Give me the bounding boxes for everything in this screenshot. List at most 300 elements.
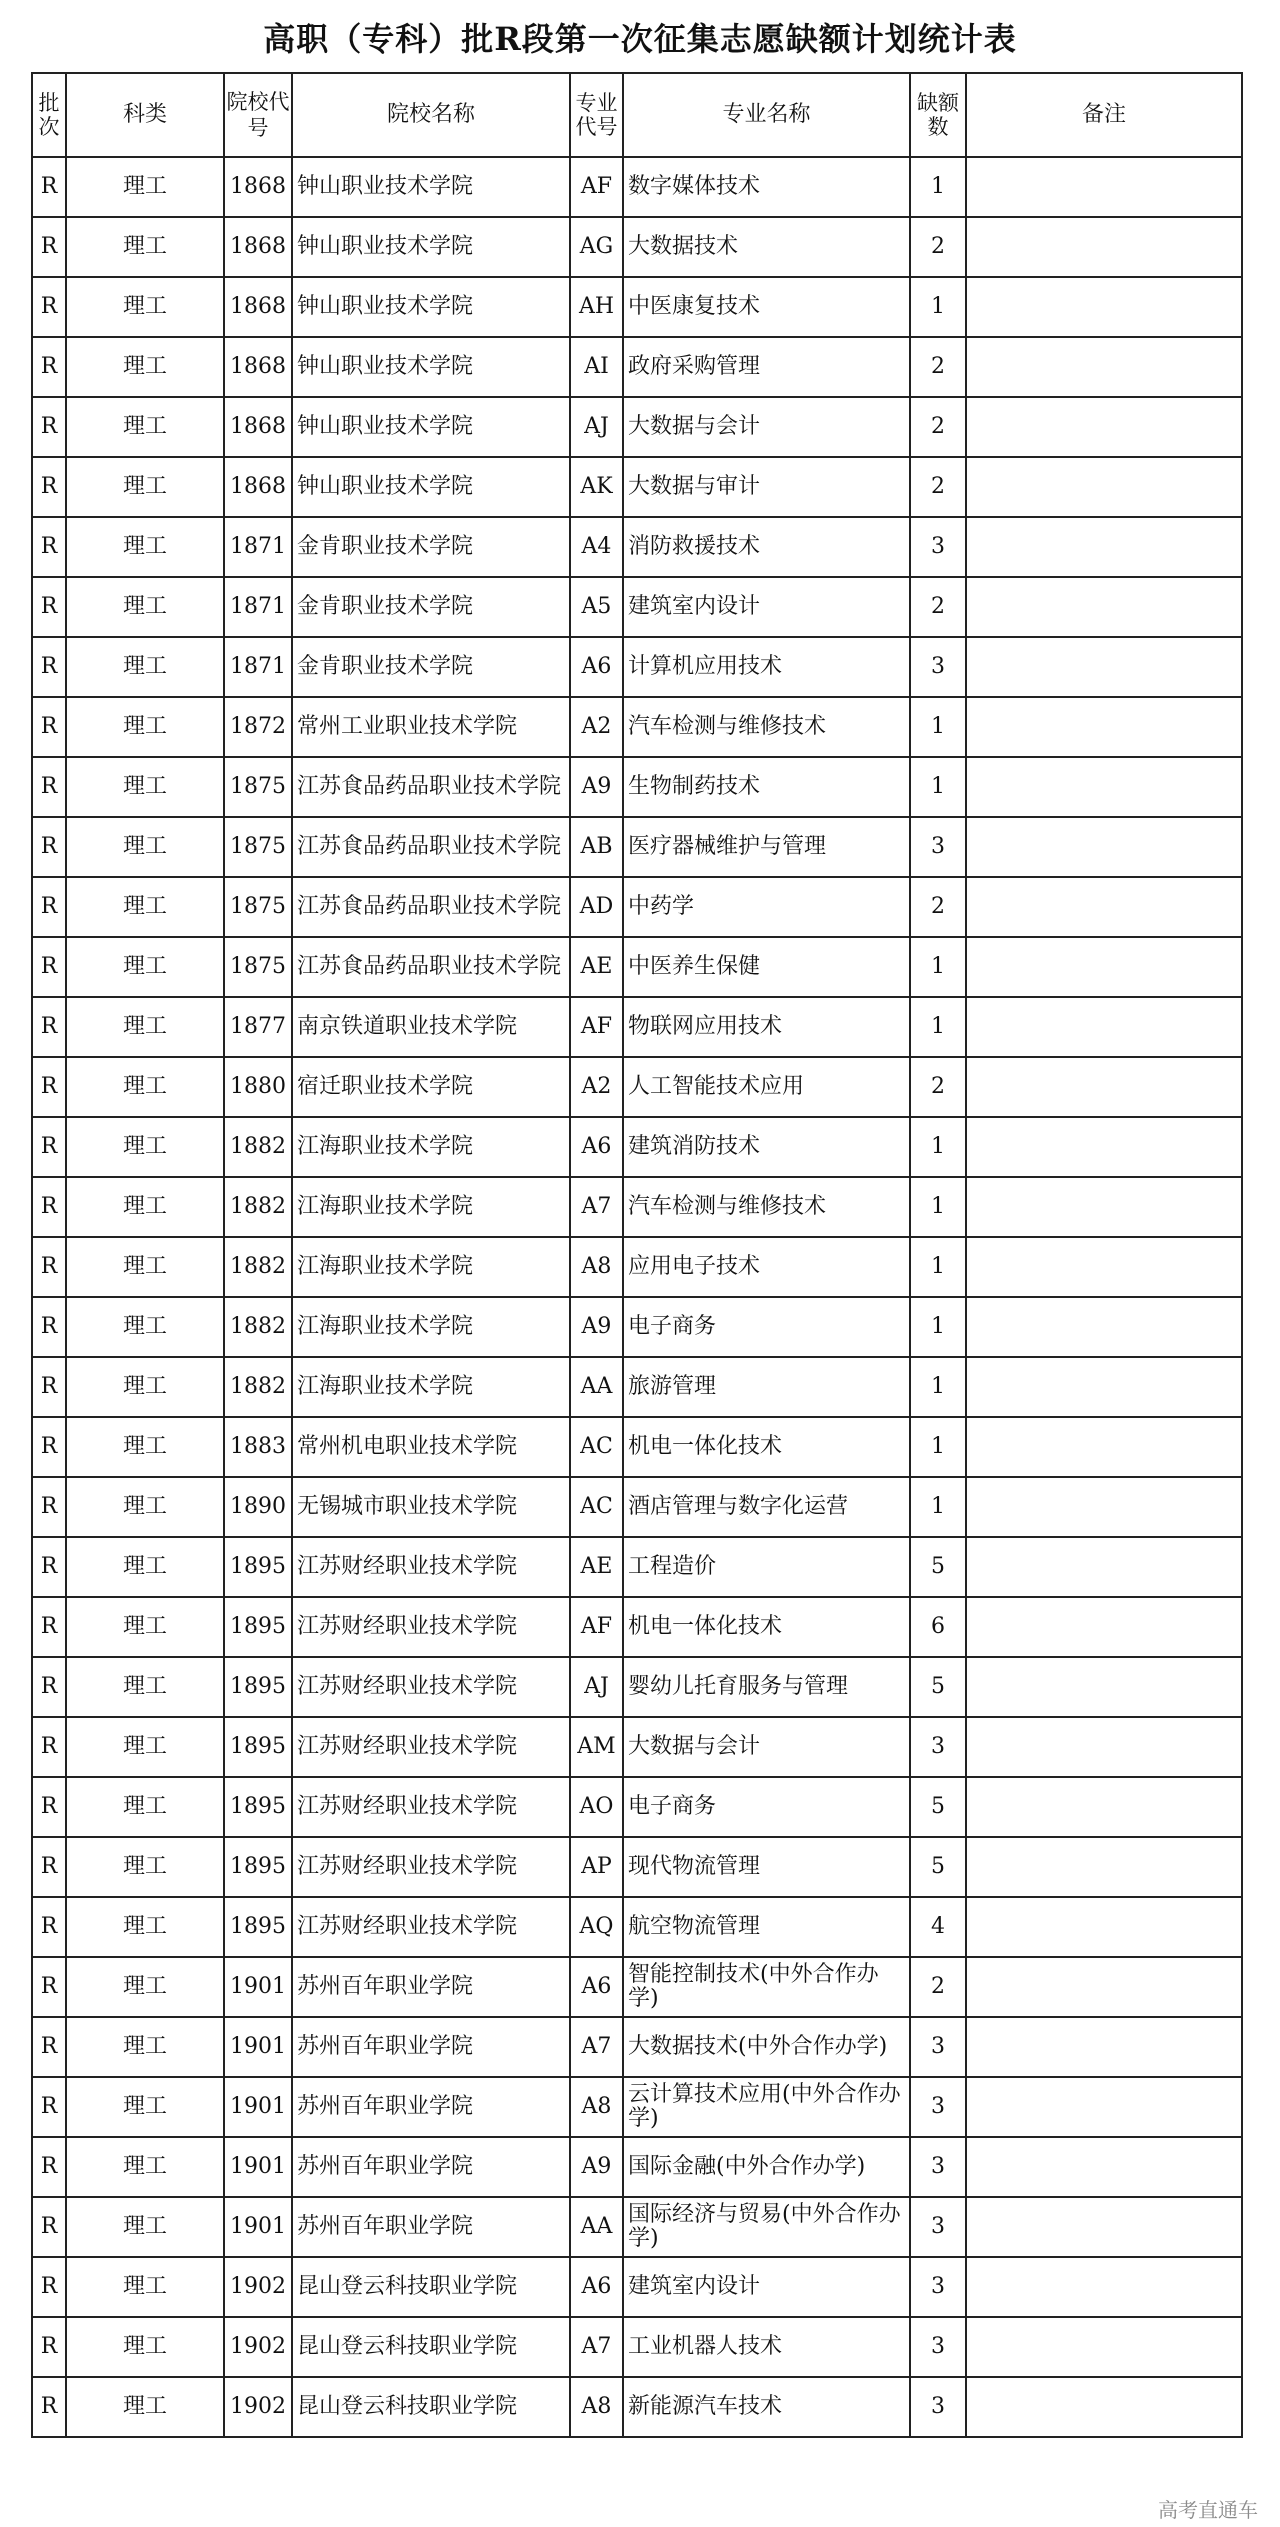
cell-category: 理工: [66, 217, 224, 277]
cell-batch: R: [32, 2197, 66, 2257]
cell-category: 理工: [66, 457, 224, 517]
cell-vacancy: 1: [910, 1297, 966, 1357]
cell-school-name: 南京铁道职业技术学院: [292, 997, 570, 1057]
cell-vacancy: 3: [910, 2077, 966, 2137]
cell-batch: R: [32, 1897, 66, 1957]
table-row: [32, 1837, 1242, 1897]
cell-vacancy: 2: [910, 1957, 966, 2017]
table-row: [32, 1117, 1242, 1177]
table-row: [32, 217, 1242, 277]
cell-major-code: AJ: [570, 1657, 623, 1717]
cell-remark: [966, 577, 1242, 637]
cell-school-code: 1895: [224, 1597, 292, 1657]
cell-remark: [966, 1597, 1242, 1657]
cell-school-code: 1868: [224, 277, 292, 337]
cell-batch: R: [32, 517, 66, 577]
table-row: [32, 2257, 1242, 2317]
cell-major-name: 婴幼儿托育服务与管理: [623, 1657, 910, 1717]
cell-major-name: 大数据技术: [623, 217, 910, 277]
cell-major-code: AF: [570, 1597, 623, 1657]
cell-school-name: 江海职业技术学院: [292, 1297, 570, 1357]
cell-school-code: 1895: [224, 1777, 292, 1837]
table-row: [32, 1237, 1242, 1297]
cell-category: 理工: [66, 1417, 224, 1477]
cell-major-name: 中药学: [623, 877, 910, 937]
cell-remark: [966, 157, 1242, 217]
cell-category: 理工: [66, 2317, 224, 2377]
cell-category: 理工: [66, 577, 224, 637]
cell-batch: R: [32, 1477, 66, 1537]
cell-major-code: A7: [570, 2017, 623, 2077]
cell-school-code: 1875: [224, 817, 292, 877]
cell-remark: [966, 817, 1242, 877]
header-school-name: 院校名称: [292, 73, 570, 157]
cell-school-code: 1871: [224, 577, 292, 637]
cell-major-name: 机电一体化技术: [623, 1597, 910, 1657]
table-row: [32, 637, 1242, 697]
cell-vacancy: 1: [910, 1417, 966, 1477]
cell-major-name: 大数据与会计: [623, 1717, 910, 1777]
cell-category: 理工: [66, 277, 224, 337]
cell-major-code: A6: [570, 637, 623, 697]
cell-school-code: 1872: [224, 697, 292, 757]
cell-major-name: 智能控制技术(中外合作办学): [623, 1957, 910, 2017]
cell-remark: [966, 1477, 1242, 1537]
cell-batch: R: [32, 817, 66, 877]
table-row: [32, 817, 1242, 877]
cell-major-code: A4: [570, 517, 623, 577]
cell-category: 理工: [66, 1717, 224, 1777]
cell-school-name: 江苏财经职业技术学院: [292, 1597, 570, 1657]
cell-major-name: 数字媒体技术: [623, 157, 910, 217]
cell-school-code: 1880: [224, 1057, 292, 1117]
cell-major-code: AC: [570, 1477, 623, 1537]
cell-major-code: A9: [570, 757, 623, 817]
cell-school-code: 1868: [224, 457, 292, 517]
cell-major-code: A6: [570, 1957, 623, 2017]
table-row: [32, 1297, 1242, 1357]
cell-remark: [966, 1657, 1242, 1717]
cell-major-code: AJ: [570, 397, 623, 457]
cell-major-name: 医疗器械维护与管理: [623, 817, 910, 877]
cell-school-name: 苏州百年职业学院: [292, 2017, 570, 2077]
cell-category: 理工: [66, 1237, 224, 1297]
table-row: [32, 1597, 1242, 1657]
cell-vacancy: 2: [910, 457, 966, 517]
cell-school-name: 金肯职业技术学院: [292, 517, 570, 577]
cell-vacancy: 1: [910, 1237, 966, 1297]
cell-category: 理工: [66, 2017, 224, 2077]
cell-major-name: 云计算技术应用(中外合作办学): [623, 2077, 910, 2137]
table-row: [32, 1357, 1242, 1417]
cell-batch: R: [32, 277, 66, 337]
table-row: [32, 1417, 1242, 1477]
cell-school-code: 1901: [224, 2017, 292, 2077]
cell-vacancy: 3: [910, 1717, 966, 1777]
table-row: [32, 2077, 1242, 2137]
cell-vacancy: 2: [910, 397, 966, 457]
cell-remark: [966, 2137, 1242, 2197]
cell-category: 理工: [66, 337, 224, 397]
cell-school-name: 常州工业职业技术学院: [292, 697, 570, 757]
cell-school-code: 1890: [224, 1477, 292, 1537]
table-row: [32, 337, 1242, 397]
cell-batch: R: [32, 1237, 66, 1297]
cell-school-name: 苏州百年职业学院: [292, 2197, 570, 2257]
cell-remark: [966, 1297, 1242, 1357]
cell-school-code: 1868: [224, 157, 292, 217]
cell-school-name: 钟山职业技术学院: [292, 157, 570, 217]
cell-major-name: 工程造价: [623, 1537, 910, 1597]
cell-vacancy: 3: [910, 637, 966, 697]
cell-school-name: 江苏财经职业技术学院: [292, 1657, 570, 1717]
cell-category: 理工: [66, 2197, 224, 2257]
table-row: [32, 2197, 1242, 2257]
cell-school-name: 江苏财经职业技术学院: [292, 1777, 570, 1837]
cell-vacancy: 2: [910, 577, 966, 637]
cell-school-name: 江海职业技术学院: [292, 1117, 570, 1177]
cell-vacancy: 3: [910, 817, 966, 877]
cell-school-code: 1875: [224, 757, 292, 817]
cell-category: 理工: [66, 697, 224, 757]
cell-batch: R: [32, 1177, 66, 1237]
cell-major-name: 机电一体化技术: [623, 1417, 910, 1477]
cell-major-name: 中医养生保健: [623, 937, 910, 997]
cell-vacancy: 1: [910, 937, 966, 997]
cell-school-name: 宿迁职业技术学院: [292, 1057, 570, 1117]
cell-vacancy: 2: [910, 877, 966, 937]
cell-school-code: 1882: [224, 1357, 292, 1417]
table-row: [32, 157, 1242, 217]
cell-remark: [966, 337, 1242, 397]
header-batch: 批次: [32, 73, 66, 157]
cell-major-code: AD: [570, 877, 623, 937]
page-title: 高职（专科）批R段第一次征集志愿缺额计划统计表: [263, 20, 1017, 58]
cell-school-name: 江苏食品药品职业技术学院: [292, 877, 570, 937]
cell-school-name: 无锡城市职业技术学院: [292, 1477, 570, 1537]
cell-major-name: 大数据技术(中外合作办学): [623, 2017, 910, 2077]
cell-school-name: 昆山登云科技职业学院: [292, 2377, 570, 2437]
cell-major-code: AH: [570, 277, 623, 337]
cell-major-name: 工业机器人技术: [623, 2317, 910, 2377]
cell-major-name: 旅游管理: [623, 1357, 910, 1417]
cell-school-name: 江苏食品药品职业技术学院: [292, 937, 570, 997]
cell-remark: [966, 637, 1242, 697]
cell-vacancy: 1: [910, 697, 966, 757]
cell-school-name: 江苏食品药品职业技术学院: [292, 817, 570, 877]
cell-category: 理工: [66, 397, 224, 457]
cell-school-name: 江海职业技术学院: [292, 1357, 570, 1417]
cell-school-code: 1895: [224, 1717, 292, 1777]
cell-vacancy: 3: [910, 2257, 966, 2317]
cell-major-name: 建筑室内设计: [623, 2257, 910, 2317]
cell-school-name: 江苏财经职业技术学院: [292, 1897, 570, 1957]
cell-major-name: 建筑消防技术: [623, 1117, 910, 1177]
table-row: [32, 2017, 1242, 2077]
cell-school-code: 1875: [224, 877, 292, 937]
cell-batch: R: [32, 397, 66, 457]
cell-major-code: A8: [570, 2077, 623, 2137]
cell-remark: [966, 517, 1242, 577]
cell-school-name: 钟山职业技术学院: [292, 397, 570, 457]
cell-remark: [966, 1957, 1242, 2017]
cell-major-code: AA: [570, 1357, 623, 1417]
cell-vacancy: 2: [910, 337, 966, 397]
cell-school-code: 1902: [224, 2317, 292, 2377]
cell-school-code: 1871: [224, 517, 292, 577]
cell-school-name: 苏州百年职业学院: [292, 1957, 570, 2017]
cell-major-code: A8: [570, 2377, 623, 2437]
cell-remark: [966, 997, 1242, 1057]
cell-major-code: A7: [570, 1177, 623, 1237]
table-row: [32, 277, 1242, 337]
cell-batch: R: [32, 1717, 66, 1777]
cell-remark: [966, 1717, 1242, 1777]
cell-category: 理工: [66, 2077, 224, 2137]
cell-category: 理工: [66, 877, 224, 937]
cell-major-code: AB: [570, 817, 623, 877]
cell-school-name: 苏州百年职业学院: [292, 2077, 570, 2137]
cell-major-code: A7: [570, 2317, 623, 2377]
cell-school-name: 金肯职业技术学院: [292, 637, 570, 697]
cell-school-name: 苏州百年职业学院: [292, 2137, 570, 2197]
vacancy-table: [31, 72, 1243, 2438]
cell-vacancy: 1: [910, 277, 966, 337]
cell-vacancy: 3: [910, 2017, 966, 2077]
cell-school-name: 钟山职业技术学院: [292, 217, 570, 277]
cell-category: 理工: [66, 157, 224, 217]
cell-major-name: 中医康复技术: [623, 277, 910, 337]
cell-school-code: 1901: [224, 2197, 292, 2257]
cell-category: 理工: [66, 937, 224, 997]
cell-category: 理工: [66, 1057, 224, 1117]
cell-category: 理工: [66, 1777, 224, 1837]
cell-remark: [966, 1837, 1242, 1897]
cell-vacancy: 3: [910, 2317, 966, 2377]
cell-major-name: 国际金融(中外合作办学): [623, 2137, 910, 2197]
cell-batch: R: [32, 1297, 66, 1357]
header-remark: 备注: [966, 73, 1242, 157]
cell-school-code: 1882: [224, 1237, 292, 1297]
cell-category: 理工: [66, 1897, 224, 1957]
cell-batch: R: [32, 877, 66, 937]
header-category: 科类: [66, 73, 224, 157]
table-row: [32, 1177, 1242, 1237]
cell-category: 理工: [66, 1297, 224, 1357]
cell-major-code: AK: [570, 457, 623, 517]
cell-batch: R: [32, 1117, 66, 1177]
cell-school-name: 钟山职业技术学院: [292, 337, 570, 397]
cell-school-name: 江苏财经职业技术学院: [292, 1717, 570, 1777]
header-school-code: 院校代号: [224, 73, 292, 157]
cell-category: 理工: [66, 1957, 224, 2017]
cell-remark: [966, 1417, 1242, 1477]
table-row: [32, 577, 1242, 637]
cell-remark: [966, 1117, 1242, 1177]
cell-batch: R: [32, 1417, 66, 1477]
cell-category: 理工: [66, 517, 224, 577]
cell-major-code: AM: [570, 1717, 623, 1777]
cell-batch: R: [32, 337, 66, 397]
cell-major-name: 大数据与会计: [623, 397, 910, 457]
cell-vacancy: 5: [910, 1657, 966, 1717]
table-row: [32, 877, 1242, 937]
table-row: [32, 457, 1242, 517]
cell-remark: [966, 757, 1242, 817]
cell-school-code: 1868: [224, 337, 292, 397]
cell-major-code: A9: [570, 1297, 623, 1357]
cell-school-name: 常州机电职业技术学院: [292, 1417, 570, 1477]
cell-school-code: 1875: [224, 937, 292, 997]
cell-batch: R: [32, 217, 66, 277]
cell-major-name: 消防救援技术: [623, 517, 910, 577]
cell-batch: R: [32, 637, 66, 697]
cell-school-name: 金肯职业技术学院: [292, 577, 570, 637]
cell-batch: R: [32, 2257, 66, 2317]
cell-major-name: 电子商务: [623, 1777, 910, 1837]
cell-school-code: 1901: [224, 2137, 292, 2197]
cell-major-name: 汽车检测与维修技术: [623, 697, 910, 757]
cell-school-name: 江苏食品药品职业技术学院: [292, 757, 570, 817]
cell-category: 理工: [66, 2377, 224, 2437]
cell-school-code: 1901: [224, 1957, 292, 2017]
cell-major-code: A9: [570, 2137, 623, 2197]
cell-major-name: 酒店管理与数字化运营: [623, 1477, 910, 1537]
cell-major-code: A5: [570, 577, 623, 637]
cell-remark: [966, 2017, 1242, 2077]
cell-remark: [966, 1537, 1242, 1597]
cell-category: 理工: [66, 1357, 224, 1417]
cell-remark: [966, 877, 1242, 937]
watermark-logo: 高考直通车: [1158, 2498, 1258, 2522]
cell-remark: [966, 937, 1242, 997]
table-row: [32, 1957, 1242, 2017]
cell-remark: [966, 2317, 1242, 2377]
cell-major-name: 大数据与审计: [623, 457, 910, 517]
cell-category: 理工: [66, 1177, 224, 1237]
cell-major-name: 建筑室内设计: [623, 577, 910, 637]
cell-major-code: A2: [570, 1057, 623, 1117]
cell-school-code: 1895: [224, 1657, 292, 1717]
cell-remark: [966, 1177, 1242, 1237]
cell-remark: [966, 1897, 1242, 1957]
cell-major-name: 电子商务: [623, 1297, 910, 1357]
cell-school-code: 1883: [224, 1417, 292, 1477]
cell-batch: R: [32, 1777, 66, 1837]
cell-remark: [966, 1357, 1242, 1417]
cell-school-name: 昆山登云科技职业学院: [292, 2257, 570, 2317]
cell-batch: R: [32, 1357, 66, 1417]
cell-vacancy: 2: [910, 1057, 966, 1117]
cell-vacancy: 1: [910, 1357, 966, 1417]
cell-school-code: 1895: [224, 1537, 292, 1597]
cell-batch: R: [32, 2077, 66, 2137]
table-row: [32, 697, 1242, 757]
cell-school-code: 1877: [224, 997, 292, 1057]
cell-major-name: 应用电子技术: [623, 1237, 910, 1297]
cell-batch: R: [32, 1657, 66, 1717]
cell-major-name: 新能源汽车技术: [623, 2377, 910, 2437]
cell-vacancy: 1: [910, 157, 966, 217]
cell-vacancy: 1: [910, 1177, 966, 1237]
cell-vacancy: 3: [910, 2377, 966, 2437]
cell-batch: R: [32, 1957, 66, 2017]
cell-batch: R: [32, 697, 66, 757]
cell-vacancy: 5: [910, 1777, 966, 1837]
cell-batch: R: [32, 1837, 66, 1897]
cell-category: 理工: [66, 1117, 224, 1177]
cell-vacancy: 1: [910, 1477, 966, 1537]
cell-school-name: 昆山登云科技职业学院: [292, 2317, 570, 2377]
cell-major-code: A2: [570, 697, 623, 757]
cell-major-code: A8: [570, 1237, 623, 1297]
cell-major-code: AE: [570, 1537, 623, 1597]
cell-major-name: 国际经济与贸易(中外合作办学): [623, 2197, 910, 2257]
cell-school-code: 1902: [224, 2377, 292, 2437]
cell-major-name: 现代物流管理: [623, 1837, 910, 1897]
cell-category: 理工: [66, 1477, 224, 1537]
cell-major-code: AA: [570, 2197, 623, 2257]
header-vacancy: 缺额数: [910, 73, 966, 157]
cell-major-name: 航空物流管理: [623, 1897, 910, 1957]
cell-major-code: AC: [570, 1417, 623, 1477]
table-row: [32, 1057, 1242, 1117]
cell-vacancy: 2: [910, 217, 966, 277]
table-row: [32, 1657, 1242, 1717]
cell-major-code: AF: [570, 157, 623, 217]
cell-category: 理工: [66, 1537, 224, 1597]
table-row: [32, 517, 1242, 577]
cell-batch: R: [32, 157, 66, 217]
cell-vacancy: 5: [910, 1537, 966, 1597]
cell-school-name: 江苏财经职业技术学院: [292, 1537, 570, 1597]
cell-school-code: 1895: [224, 1897, 292, 1957]
cell-batch: R: [32, 2317, 66, 2377]
cell-remark: [966, 2077, 1242, 2137]
cell-batch: R: [32, 2137, 66, 2197]
cell-batch: R: [32, 1597, 66, 1657]
cell-vacancy: 1: [910, 1117, 966, 1177]
cell-category: 理工: [66, 2137, 224, 2197]
cell-school-code: 1868: [224, 397, 292, 457]
cell-batch: R: [32, 2017, 66, 2077]
cell-category: 理工: [66, 1837, 224, 1897]
cell-major-code: A6: [570, 1117, 623, 1177]
cell-category: 理工: [66, 1657, 224, 1717]
cell-school-code: 1895: [224, 1837, 292, 1897]
cell-school-name: 钟山职业技术学院: [292, 457, 570, 517]
table-body: [32, 157, 1242, 2437]
cell-major-code: AQ: [570, 1897, 623, 1957]
cell-major-name: 计算机应用技术: [623, 637, 910, 697]
cell-major-code: AP: [570, 1837, 623, 1897]
cell-remark: [966, 1057, 1242, 1117]
cell-major-code: A6: [570, 2257, 623, 2317]
cell-vacancy: 5: [910, 1837, 966, 1897]
cell-batch: R: [32, 457, 66, 517]
table-row: [32, 1897, 1242, 1957]
cell-category: 理工: [66, 637, 224, 697]
cell-vacancy: 3: [910, 2137, 966, 2197]
table-row: [32, 2377, 1242, 2437]
cell-batch: R: [32, 2377, 66, 2437]
cell-remark: [966, 217, 1242, 277]
table-row: [32, 1777, 1242, 1837]
cell-school-name: 钟山职业技术学院: [292, 277, 570, 337]
table-row: [32, 1717, 1242, 1777]
cell-school-code: 1868: [224, 217, 292, 277]
cell-major-code: AF: [570, 997, 623, 1057]
